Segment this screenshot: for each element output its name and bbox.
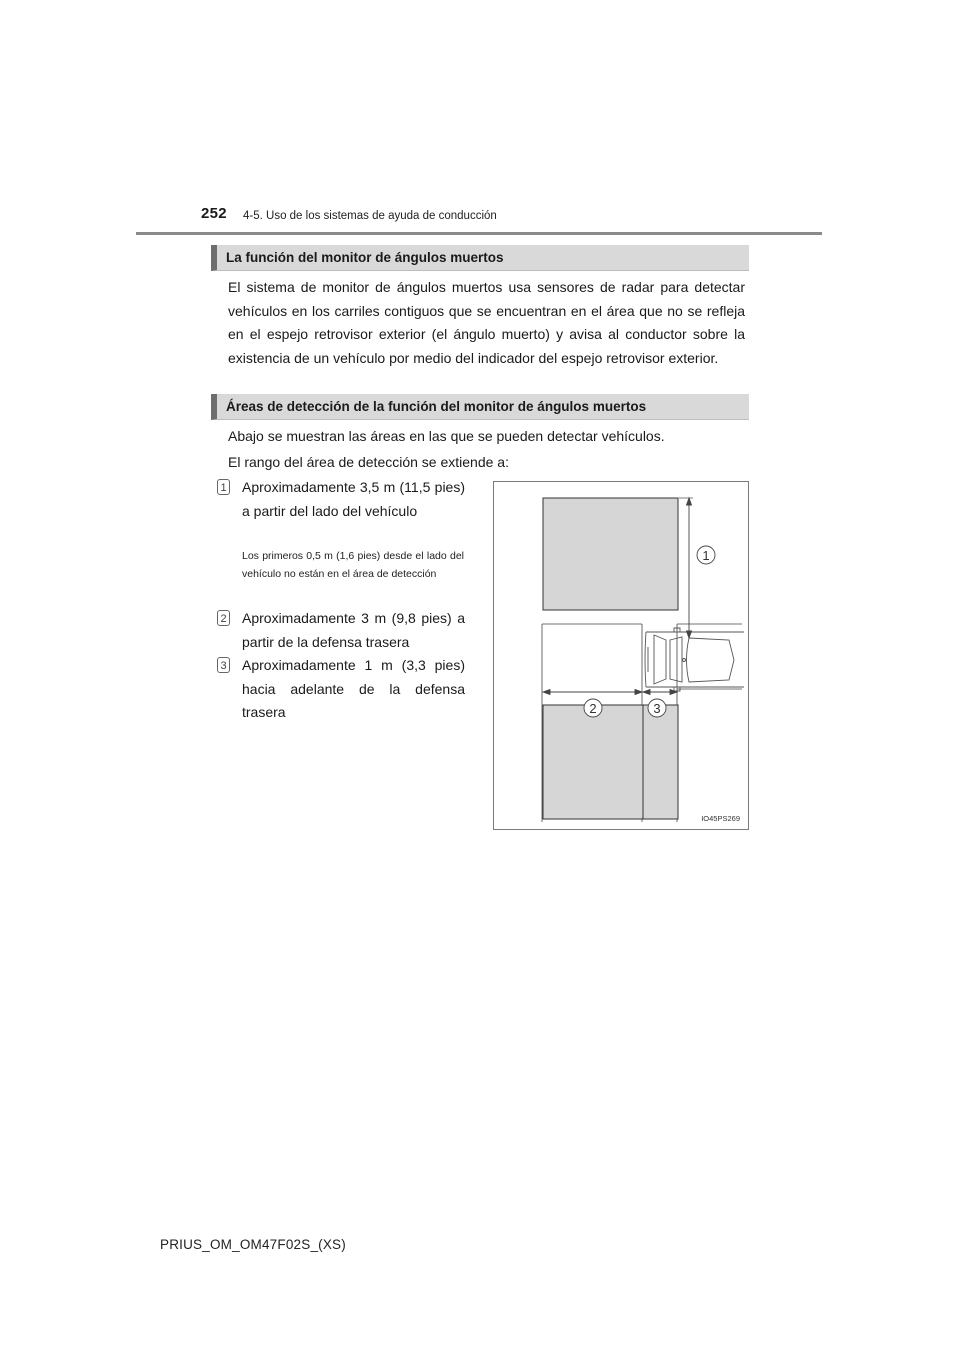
item-number-3: 3 [217, 657, 230, 673]
callout-1-label: 1 [702, 548, 710, 563]
item-number-1: 1 [217, 479, 230, 495]
callout-3-label: 3 [653, 701, 661, 716]
item-2-text: Aproximadamente 3 m (9,8 pies) a partir de la defensa trasera [242, 610, 465, 650]
detection-intro-2: El rango del área de detección se extiende a: [228, 454, 509, 470]
detection-area-rear [543, 705, 678, 819]
detection-area-front [543, 498, 678, 610]
vehicle-outline [645, 628, 744, 691]
item-3-text: Aproximadamente 1 m (3,3 pies) hacia adelante de la defensa trasera [242, 657, 465, 720]
item-number-2: 2 [217, 610, 230, 626]
section-heading-function: La función del monitor de ángulos muertos [211, 245, 749, 271]
section-heading-detection-areas: Áreas de detección de la función del monitor de ángulos muertos [211, 394, 749, 420]
page-number: 252 [201, 205, 227, 222]
callout-2-label: 2 [589, 701, 597, 716]
header-rule [136, 232, 822, 235]
footer-doc-id: PRIUS_OM_OM47F02S_(XS) [160, 1237, 346, 1252]
figure-code: IO45PS269 [701, 814, 740, 823]
detection-area-diagram [493, 481, 749, 830]
item-1-note: Los primeros 0,5 m (1,6 pies) desde el lado del vehículo no están en el área de detección [242, 550, 464, 580]
item-1-text: Aproximadamente 3,5 m (11,5 pies) a partir del lado del vehículo [242, 479, 465, 519]
chapter-title: 4-5. Uso de los sistemas de ayuda de conducción [243, 210, 497, 222]
function-paragraph: El sistema de monitor de ángulos muertos usa sensores de radar para detectar vehículos en los carriles contiguos que se encuentran en el área que no se refleja en el espejo retrovisor exterior (el ángulo muerto) y avisa al conductor sobre la existencia de un vehículo por medio del indicador del espejo retrovisor exterior. [228, 279, 745, 366]
detection-intro-1: Abajo se muestran las áreas en las que se pueden detectar vehículos. [228, 428, 665, 444]
